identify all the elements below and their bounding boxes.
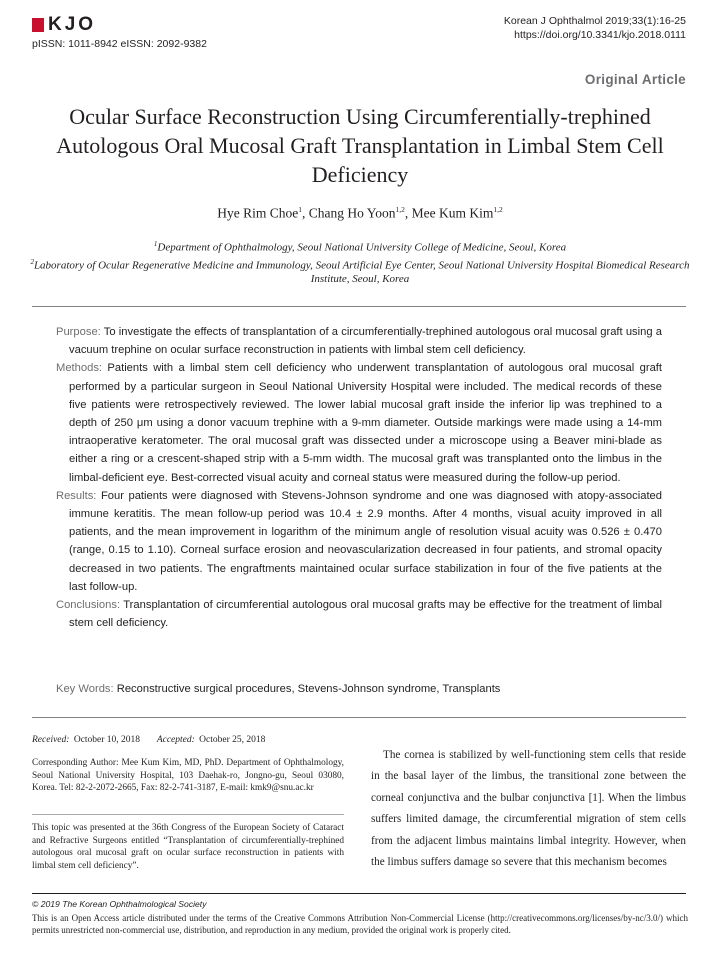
affiliations [30, 237, 690, 286]
affiliation [30, 237, 690, 255]
copyright: © 2019 The Korean Ophthalmological Society [32, 899, 207, 909]
section-label: Results: [56, 489, 97, 502]
accepted-label: Accepted: [156, 735, 195, 745]
abstract-purpose [56, 323, 662, 359]
author-affiliation-ref: 1,2 [493, 205, 503, 214]
abstract [56, 323, 662, 632]
body-paragraph: The cornea is stabilized by well-functioning stem cells that reside in the basal layer of the limbus, the transitional zone between the corneal conjunctiva and the bulbar conjunctiva [1]. When the limbus suffers limited damage, the circumferential migration of stem cells from the adjacent limbus maintains limbal integrity. However, when the limbus suffers damage so severe that this mechanism becomes [371, 749, 686, 869]
section-label: Conclusions: [56, 599, 121, 612]
affiliation [30, 255, 690, 287]
author-name: Hye Rim Choe [217, 205, 299, 221]
abstract-text: Patients with a limbal stem cell deficiency who underwent transplantation of autologous oral mucosal graft performed by a particular surgeon in Seoul National University Hospital were included. The medical records of these five patients were retrospectively reviewed. The lower labial mucosal graft inside the inferior lip was trephined to a depth of 250 μm using a donor vacuum trephine with a 9-mm diameter. Outside markings were made using a 14-mm intraoperative keratometer. The oral mucosal graft was dissected under a microscope using a Beaver mini-blade as either a ring or a crescent-shaped strip with a 5-mm width. The mucosal graft was transplanted onto the limbus in the limbal-deficient eye. Best-corrected visual acuity and corneal status were measured during the follow-up period. [69, 362, 663, 484]
article-dates [32, 735, 265, 745]
abstract-conclusions [56, 596, 662, 632]
author-list: Hye Rim Choe$^1$, Chang Ho Yoon$^{1,2}$, Mee Kum Kim$^{1,2}$ [217, 205, 503, 221]
keywords-label: Key Words: [56, 683, 114, 695]
divider [32, 306, 686, 307]
article-type: Original Article [584, 72, 686, 87]
section-label: Purpose: [56, 326, 101, 338]
corresponding-author: Corresponding Author: Mee Kum Kim, MD, PhD. Department of Ophthalmology, Seoul National University Hospital, 103 Daehak-ro, Jongno-gu, Seoul 03080, Korea. Tel: 82-2-2072-2665, Fax: 82-2-741-3187, E-mail: kmk9@snu.ac.kr [32, 758, 344, 794]
journal-logo [32, 14, 96, 36]
author-affiliation-ref: 1 [298, 205, 303, 214]
keywords [56, 681, 662, 697]
affiliation-number: 2 [30, 257, 34, 266]
received-date: October 10, 2018 [73, 735, 141, 745]
license-statement: This is an Open Access article distributed under the terms of the Creative Commons Attribution Non-Commercial License (http://creativecommons.org/licenses/by-nc/3.0/) which permits unrestricted non-commercial use, distribution, and reproduction in any medium, provided the original work is properly cited. [32, 913, 688, 936]
logo-mark-icon [32, 18, 44, 32]
logo-text: KJO [48, 14, 97, 35]
author-affiliation-ref: 1,2 [395, 205, 405, 214]
divider [32, 814, 344, 815]
presentation-note: This topic was presented at the 36th Congress of the European Society of Cataract and Refractive Surgeons entitled “Transplantation of circumferentially-trephined autologous oral mucosal graft on ocular surface reconstruction in patients with limbal stem cell deficiency”. [32, 823, 344, 871]
abstract-methods [56, 359, 662, 486]
journal-reference [504, 14, 686, 42]
affiliation-text: Department of Ophthalmology, Seoul National University College of Medicine, Seoul, Korea [157, 241, 567, 254]
affiliation-number: 1 [153, 240, 158, 248]
article-title: Ocular Surface Reconstruction Using Circumferentially-trephined Autologous Oral Mucosal Graft Transplantation in Limbal Stem Cell Deficiency [56, 104, 664, 187]
affiliation-text: Laboratory of Ocular Regenerative Medicine and Immunology, Seoul Artificial Eye Center, Seoul National University Hospital Biomedical Research Institute, Seoul, Korea [33, 259, 690, 286]
author-name: Chang Ho Yoon [308, 205, 396, 221]
journal-citation: Korean J Ophthalmol 2019;33(1):16-25 [503, 15, 686, 27]
issn: pISSN: 1011-8942 eISSN: 2092-9382 [32, 38, 207, 50]
received-label: Received: [32, 735, 70, 745]
abstract-text: To investigate the effects of transplantation of a circumferentially-trephined autologous oral mucosal graft using a vacuum trephine on ocular surface reconstruction in patients with limbal stem cell deficiency. [69, 326, 663, 357]
divider [32, 717, 686, 718]
keywords-text: Reconstructive surgical procedures, Stevens-Johnson syndrome, Transplants [116, 683, 501, 695]
author-name: Mee Kum Kim [411, 205, 494, 221]
abstract-results [56, 487, 662, 596]
footer-divider [32, 893, 686, 894]
accepted-date: October 25, 2018 [199, 735, 266, 745]
doi-link[interactable]: https://doi.org/10.3341/kjo.2018.0111 [514, 29, 686, 41]
abstract-text: Transplantation of circumferential autologous oral mucosal grafts may be effective for the treatment of limbal stem cell deficiency. [69, 599, 663, 630]
section-label: Methods: [56, 362, 103, 375]
abstract-text: Four patients were diagnosed with Stevens-Johnson syndrome and one was diagnosed with atopy-associated immune keratitis. The mean follow-up period was 10.4 ± 2.9 months. After 4 months, visual acuity improved in all patients, and the mean improvement in logarithm of the minimum angle of resolution visual acuity was 0.526 ± 0.470 (range, 0.15 to 1.10). Corneal surface erosion and neovascularization decreased in four patients, and stromal opacity decreased in two patients. The engraftments maintained ocular surface stabilization in four of the five patients at the last follow-up. [69, 489, 663, 593]
